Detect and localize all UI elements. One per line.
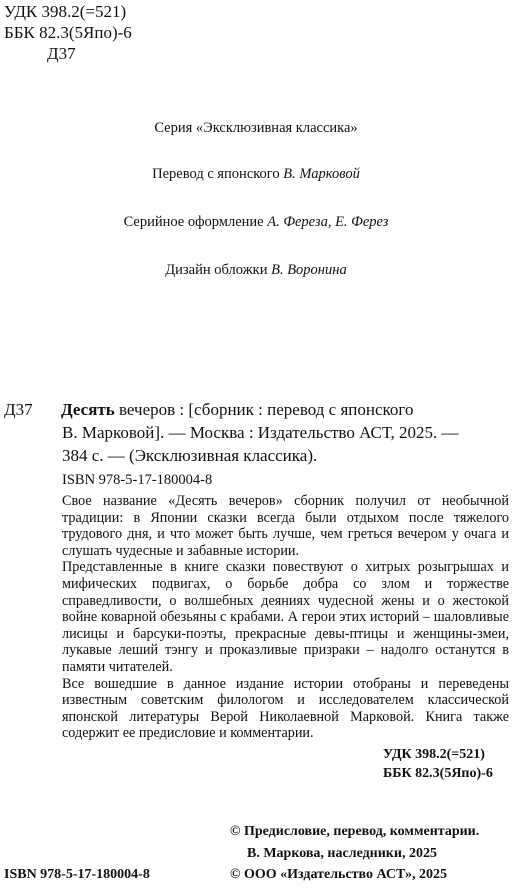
annotation-paragraph: Представленные в книге сказки повествуют о хитрых розыгрышах и мифических подвигах, о борьбе добра со злом и торжестве справедливости, о волшебных деяниях чудесной жены и о жестокой войне коварной обезьяны с крабами. А герои этих историй – шаловливые лисицы и барсуки-поэты, прекрасные девы-птицы и женщины-змеи, лукавые леший тэнгу и проказливые призраки – надолго останутся в памяти читателей. <box>62 559 509 675</box>
copyright-publisher: © ООО «Издательство АСТ», 2025 <box>230 867 448 882</box>
catalog-line3: 384 с. — (Эксклюзивная классика). <box>62 446 318 465</box>
catalog-author-sign: Д37 <box>4 400 33 419</box>
translator-name: В. Марковой <box>283 166 360 182</box>
translation-label: Перевод с японского <box>152 166 284 182</box>
cover-designer: В. Воронина <box>271 262 347 278</box>
annotation-paragraph: Свое название «Десять вечеров» сборник получил от необычной традиции: в Японии сказки всегда были отдыхом после тяжелого трудового дня, и что может быть лучше, чем греться вечером у очага и слушать чудесные и забавные истории. <box>62 493 509 559</box>
series-design-label: Серийное оформление <box>123 214 268 230</box>
bbk-code-bottom: ББК 82.3(5Япо)-6 <box>383 766 493 781</box>
udk-code-bottom: УДК 398.2(=521) <box>383 747 485 762</box>
author-sign-top: Д37 <box>47 44 76 63</box>
series-designers: А. Фереза, Е. Ферез <box>267 214 389 230</box>
copyright-translation: © Предисловие, перевод, комментарии. <box>230 824 480 839</box>
book-title: Десять <box>61 400 115 419</box>
copyright-heirs: В. Маркова, наследники, 2025 <box>247 846 437 861</box>
cover-design-label: Дизайн обложки <box>165 262 272 278</box>
series-design-line <box>0 213 512 231</box>
catalog-line2: В. Марковой]. — Москва : Издательство АСТ, 2025. — <box>62 423 459 442</box>
annotation <box>62 493 509 742</box>
isbn-bottom: ISBN 978-5-17-180004-8 <box>4 867 150 882</box>
udk-code-top: УДК 398.2(=521) <box>4 2 127 21</box>
catalog-line1-rest: вечеров : [сборник : перевод с японского <box>114 400 414 419</box>
series-line: Серия «Эксклюзивная классика» <box>154 120 358 136</box>
catalog-isbn: ISBN 978-5-17-180004-8 <box>62 472 213 488</box>
annotation-paragraph: Все вошедшие в данное издание истории отобраны и переведены известным советским филологом и исследователем классической японской литературы Верой Николаевной Марковой. Книга также содержит ее предисловие и комментарии. <box>62 675 509 742</box>
bbk-code-top: ББК 82.3(5Япо)-6 <box>4 23 132 42</box>
catalog-card-heading <box>4 398 509 421</box>
cover-design-line <box>0 261 512 279</box>
translation-line <box>0 165 512 183</box>
